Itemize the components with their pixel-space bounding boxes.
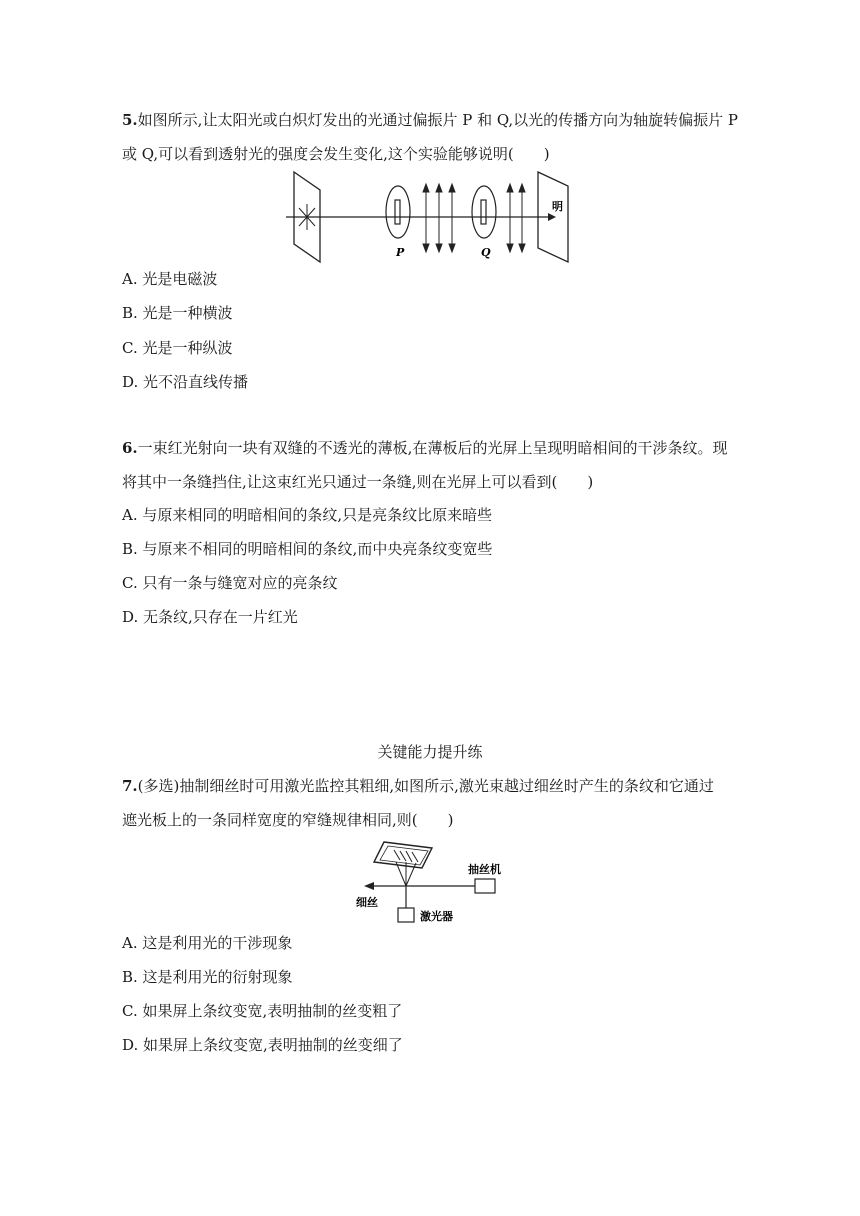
q5-label-bright: 明 (552, 200, 563, 213)
q7-label-machine: 抽丝机 (468, 863, 501, 876)
q6-number: 6. (122, 439, 138, 457)
q7-number: 7. (122, 777, 138, 795)
q5-option-c[interactable]: C. 光是一种纵波 (122, 339, 233, 357)
q5-label-q: Q (481, 246, 491, 259)
q5-polarizer-figure (286, 168, 586, 268)
q5-label-p: P (396, 246, 405, 259)
q6-option-a[interactable]: A. 与原来相同的明暗相间的条纹,只是亮条纹比原来暗些 (122, 506, 493, 524)
q7-label-laser: 激光器 (420, 910, 453, 923)
q6-option-c[interactable]: C. 只有一条与缝宽对应的亮条纹 (122, 574, 338, 592)
q7-label-wire: 细丝 (356, 896, 378, 909)
q7-option-b[interactable]: B. 这是利用光的衍射现象 (122, 968, 293, 986)
q7-stem-1: (多选)抽制细丝时可用激光监控其粗细,如图所示,激光束越过细丝时产生的条纹和它通过 (137, 777, 714, 795)
q6-line1 (122, 438, 727, 458)
q6-stem-1: 一束红光射向一块有双缝的不透光的薄板,在薄板后的光屏上呈现明暗相间的干涉条纹。现 (137, 439, 728, 457)
q6-option-d[interactable]: D. 无条纹,只存在一片红光 (122, 608, 298, 626)
q5-line1 (122, 110, 738, 130)
q6-option-b[interactable]: B. 与原来不相同的明暗相间的条纹,而中央亮条纹变宽些 (122, 540, 493, 558)
q5-stem-1: 如图所示,让太阳光或白炽灯发出的光通过偏振片 P 和 Q,以光的传播方向为轴旋转偏振片 P (137, 111, 739, 129)
q5-line2: 或 Q,可以看到透射光的强度会发生变化,这个实验能够说明( ) (122, 145, 550, 163)
q7-laser-figure (350, 836, 520, 928)
q7-line1 (122, 776, 714, 796)
q5-option-d[interactable]: D. 光不沿直线传播 (122, 373, 249, 391)
q7-option-d[interactable]: D. 如果屏上条纹变宽,表明抽制的丝变细了 (122, 1036, 403, 1054)
q7-option-c[interactable]: C. 如果屏上条纹变宽,表明抽制的丝变粗了 (122, 1002, 403, 1020)
q7-option-a[interactable]: A. 这是利用光的干涉现象 (122, 934, 293, 952)
section-title: 关键能力提升练 (377, 743, 483, 761)
q5-number: 5. (122, 111, 138, 129)
q5-option-a[interactable]: A. 光是电磁波 (122, 270, 218, 288)
q7-line2: 遮光板上的一条同样宽度的窄缝规律相同,则( ) (122, 811, 454, 829)
q6-line2: 将其中一条缝挡住,让这束红光只通过一条缝,则在光屏上可以看到( ) (122, 473, 594, 491)
q5-option-b[interactable]: B. 光是一种横波 (122, 304, 233, 322)
